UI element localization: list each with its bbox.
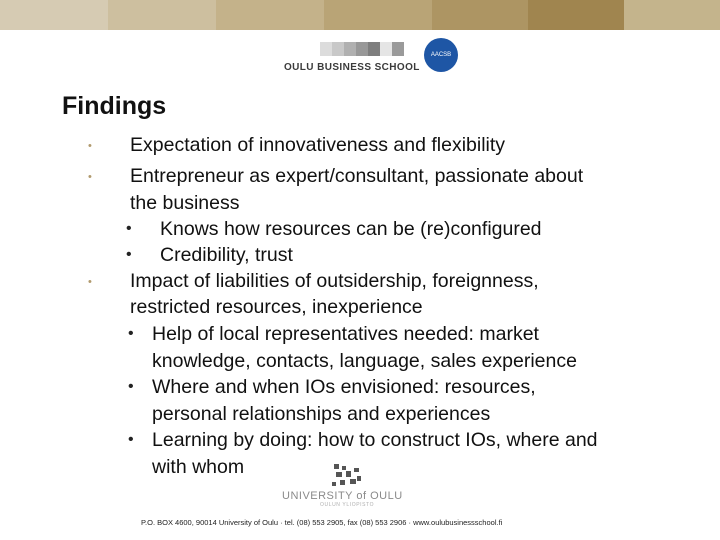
color-segment xyxy=(528,0,624,30)
slide-title: Findings xyxy=(62,92,167,120)
logo-text: OULU BUSINESS SCHOOL xyxy=(284,62,420,73)
bullet-text: the business xyxy=(130,192,240,214)
footer-contact: P.O. BOX 4600, 90014 University of Oulu · tel. (08) 553 2905, fax (08) 553 2906 · www.oulubusinessschool.fi xyxy=(141,518,503,527)
bullet-marker: • xyxy=(88,276,92,288)
oulu-business-school-logo xyxy=(284,42,460,76)
sub-bullet-text: Knows how resources can be (re)configured xyxy=(160,218,542,240)
top-color-bar xyxy=(0,0,720,30)
sub-bullet-marker: • xyxy=(128,431,134,448)
university-name: UNIVERSITY of OULU xyxy=(282,490,403,502)
color-segment xyxy=(624,0,720,30)
bullet-marker: • xyxy=(88,140,92,152)
bullet-text: restricted resources, inexperience xyxy=(130,296,423,318)
color-segment xyxy=(108,0,216,30)
bullet-text: Impact of liabilities of outsidership, foreignness, xyxy=(130,270,539,292)
sub-bullet-marker: • xyxy=(128,378,134,395)
sub-bullet-text: with whom xyxy=(152,456,245,478)
sub-bullet-text: Help of local representatives needed: market xyxy=(152,323,539,345)
sub-bullet-text: Credibility, trust xyxy=(160,244,293,266)
aacsb-seal-icon: AACSB xyxy=(424,38,458,72)
sub-bullet-marker: • xyxy=(126,246,132,263)
bullet-marker: • xyxy=(88,171,92,183)
sub-bullet-text: Where and when IOs envisioned: resources, xyxy=(152,376,536,398)
university-subtitle: OULUN YLIOPISTO xyxy=(320,502,375,508)
university-of-oulu-logo xyxy=(282,462,452,506)
color-segment xyxy=(216,0,324,30)
color-segment xyxy=(0,0,108,30)
color-segment xyxy=(324,0,432,30)
university-mark-icon xyxy=(330,462,364,490)
sub-bullet-marker: • xyxy=(126,220,132,237)
sub-bullet-text: personal relationships and experiences xyxy=(152,403,491,425)
color-segment xyxy=(432,0,528,30)
sub-bullet-marker: • xyxy=(128,325,134,342)
bullet-text: Expectation of innovativeness and flexibility xyxy=(130,134,506,156)
bullet-text: Entrepreneur as expert/consultant, passionate about xyxy=(130,165,584,187)
sub-bullet-text: Learning by doing: how to construct IOs, where and xyxy=(152,429,598,451)
sub-bullet-text: knowledge, contacts, language, sales experience xyxy=(152,350,577,372)
